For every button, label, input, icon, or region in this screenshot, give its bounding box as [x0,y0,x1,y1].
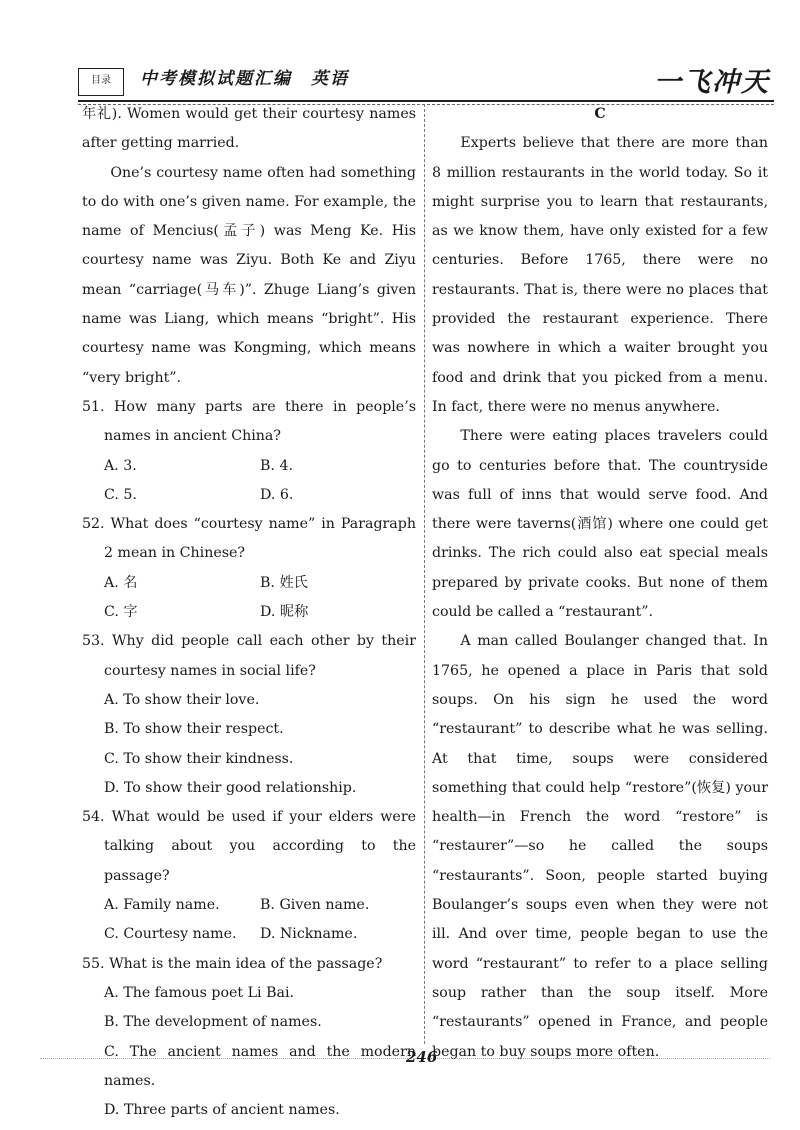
left-column [82,100,416,1125]
question-stem: 52. What does “courtesy name” in Paragraph 2 mean in Chinese? [82,516,416,562]
answer-option: C. 字 [104,604,138,621]
answer-option: D. Nickname. [260,926,358,943]
question-stem: 51. How many parts are there in people’s names in ancient China? [82,398,416,445]
option-row [82,569,416,598]
answer-option: A. Family name. [104,897,220,914]
column-divider [424,104,425,1044]
question-list [82,393,416,1125]
option-row [82,452,416,481]
brand-title: 一飞冲天 [654,67,770,98]
question-stem: 53. Why did people call each other by their courtesy names in social life? [82,633,416,679]
answer-option: D. 6. [260,486,294,503]
footer-rule [40,1058,770,1059]
answer-option: B. The development of names. [104,1014,322,1031]
question-stem: 54. What would be used if your elders were talking about you according to the passage? [82,809,416,884]
header-title: 中考模拟试题汇编 英语 [140,69,349,89]
answer-option: B. To show their respect. [104,721,284,738]
right-column [432,100,768,1067]
passage-paragraph: There were eating places travelers could go to centuries before that. The countryside was full of inns that would serve food. And there were taverns(酒馆) where one could get drinks. The rich could also eat special meals prepared by private cooks. But none of them could be called a “restaurant”. [432,428,768,621]
page-header [78,62,774,102]
section-label: C [594,106,606,122]
answer-option: D. 昵称 [260,604,309,621]
passage-paragraph: Experts believe that there are more than 8 million restaurants in the world today. So it might surprise you to learn that restaurants, as we know them, have only existed for a few centuries. Before 1765, there were no restaurants. That is, there were no places that provided the restaurant experience. There was nowhere in which a waiter brought you food and drink that you picked from a menu. In fact, there were no menus anywhere. [432,135,768,415]
answer-option: B. Given name. [260,897,370,914]
answer-option: C. The ancient names and the modern names. [104,1043,416,1089]
answer-option: D. Three parts of ancient names. [104,1102,340,1119]
answer-option: A. The famous poet Li Bai. [104,984,295,1001]
question-stem: 55. What is the main idea of the passage? [82,955,383,972]
option-row [82,598,416,627]
answer-option: D. To show their good relationship. [104,779,357,796]
option-row [82,920,416,949]
option-row [82,891,416,920]
answer-option: A. To show their love. [104,691,260,708]
answer-option: C. To show their kindness. [104,750,294,767]
answer-option: A. 3. [104,457,137,474]
option-row [82,481,416,510]
answer-option: B. 姓氏 [260,574,308,591]
book-logo: 目录 [78,68,124,96]
answer-option: B. 4. [260,457,293,474]
passage-paragraph: A man called Boulanger changed that. In 1765, he opened a place in Paris that sold soups. On his sign he used the word “restaurant” to describe what he was selling. At that time, soups were considered something that could help “restore”(恢复) your health—in French the word “restore” is “restaurer”—so he called the soups “restaurants”. Soon, people started buying Boulanger’s soups even when they were not ill. And over time, people began to use the word “restaurant” to refer to a place selling soup rather than the soup itself. More “restaurants” opened in France, and people began to buy soups more often. [432,633,768,1060]
passage-paragraph: 年礼). Women would get their courtesy names after getting married. [82,106,416,152]
answer-option: C. Courtesy name. [104,926,237,943]
page-number: 246 [406,1048,438,1066]
answer-option: C. 5. [104,486,137,503]
passage-paragraph: One’s courtesy name often had something to do with one’s given name. For example, the name of Mencius(孟子) was Meng Ke. His courtesy name was Ziyu. Both Ke and Ziyu mean “carriage(马车)”. Zhuge Liang’s given name was Liang, which means “bright”. His courtesy name was Kongming, which means “very bright”. [82,164,416,386]
answer-option: A. 名 [104,574,138,591]
